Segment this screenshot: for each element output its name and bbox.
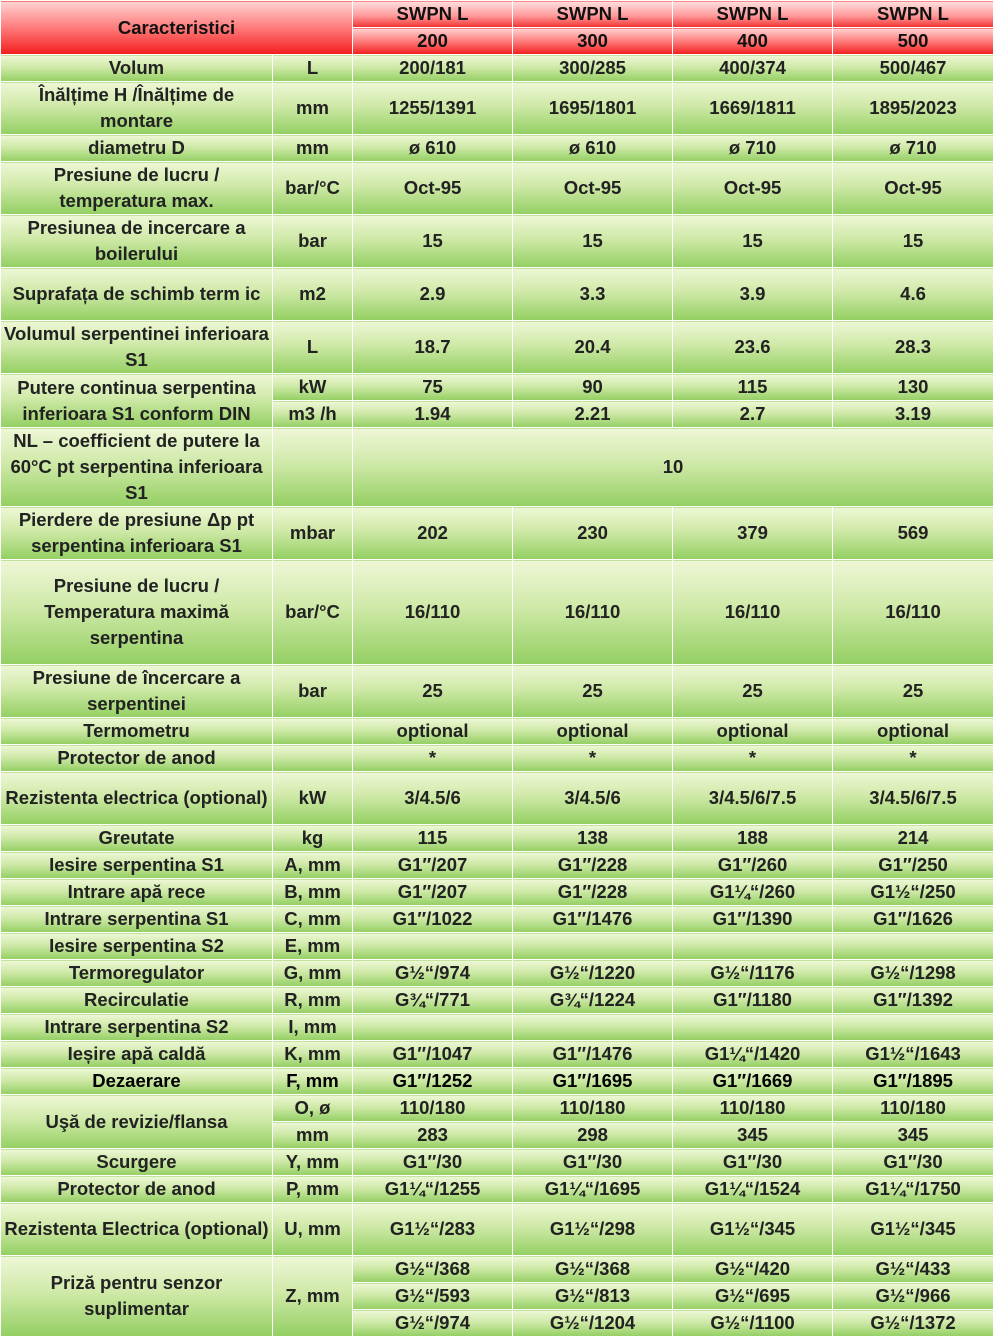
row-label: Putere continua serpentina inferioara S1 conform DIN	[1, 374, 273, 428]
cell-value	[353, 933, 513, 960]
row-label: Protector de anod	[1, 1176, 273, 1203]
cell-value: 15	[833, 215, 993, 268]
row-label: diametru D	[1, 135, 273, 162]
merged-value: 10	[353, 428, 993, 507]
row-unit: m2	[273, 268, 353, 321]
cell-value: G1″/1180	[673, 987, 833, 1014]
cell-value: optional	[833, 718, 993, 745]
cell-value: G½“/974	[353, 960, 513, 987]
table-row	[1, 1014, 993, 1041]
table-row	[1, 1041, 993, 1068]
model-name: SWPN L	[353, 1, 513, 28]
row-label: Intrare apă rece	[1, 879, 273, 906]
cell-value: G1″/1476	[513, 1041, 673, 1068]
cell-value: 1895/2023	[833, 82, 993, 135]
cell-value: 200/181	[353, 55, 513, 82]
cell-value: 214	[833, 825, 993, 852]
cell-value	[513, 1014, 673, 1041]
row-label: Suprafața de schimb term ic	[1, 268, 273, 321]
row-unit: bar/°C	[273, 162, 353, 215]
cell-value: G½“/368	[513, 1256, 673, 1283]
table-row	[1, 745, 993, 772]
row-unit: Z, mm	[273, 1256, 353, 1337]
cell-value: 298	[513, 1122, 673, 1149]
cell-value: optional	[353, 718, 513, 745]
cell-value: 400/374	[673, 55, 833, 82]
cell-value: Oct-95	[673, 162, 833, 215]
row-label: Recirculatie	[1, 987, 273, 1014]
cell-value: G1″/30	[353, 1149, 513, 1176]
cell-value: 3/4.5/6	[513, 772, 673, 825]
row-label: Termometru	[1, 718, 273, 745]
table-row	[1, 960, 993, 987]
row-unit: B, mm	[273, 879, 353, 906]
table-row	[1, 560, 993, 665]
cell-value: 1.94	[353, 401, 513, 428]
cell-value: ø 610	[513, 135, 673, 162]
row-label: Intrare serpentina S1	[1, 906, 273, 933]
row-label: Pierdere de presiune Δp pt serpentina inferioara S1	[1, 507, 273, 560]
cell-value: 1695/1801	[513, 82, 673, 135]
model-name: SWPN L	[833, 1, 993, 28]
cell-value: ø 710	[833, 135, 993, 162]
row-unit: G, mm	[273, 960, 353, 987]
cell-value: 500/467	[833, 55, 993, 82]
cell-value: G1″/1669	[673, 1068, 833, 1095]
table-row	[1, 1149, 993, 1176]
table-row	[1, 374, 993, 401]
table-row	[1, 1176, 993, 1203]
cell-value: optional	[513, 718, 673, 745]
row-label: Uşă de revizie/flansa	[1, 1095, 273, 1149]
header-row-models	[1, 1, 993, 28]
row-unit: bar	[273, 665, 353, 718]
cell-value: G1¼“/1524	[673, 1176, 833, 1203]
cell-value: *	[513, 745, 673, 772]
cell-value: G1″/1895	[833, 1068, 993, 1095]
table-row	[1, 135, 993, 162]
table-row	[1, 718, 993, 745]
table-row	[1, 1256, 993, 1283]
table-row	[1, 1095, 993, 1122]
cell-value: G1½“/283	[353, 1203, 513, 1256]
cell-value: G1″/260	[673, 852, 833, 879]
cell-value: 230	[513, 507, 673, 560]
cell-value: 16/110	[513, 560, 673, 665]
table-row	[1, 879, 993, 906]
cell-value: G½“/695	[673, 1283, 833, 1310]
cell-value: G1″/1392	[833, 987, 993, 1014]
row-label: Presiunea de incercare a boilerului	[1, 215, 273, 268]
cell-value: G1″/1252	[353, 1068, 513, 1095]
row-label: Intrare serpentina S2	[1, 1014, 273, 1041]
cell-value: G½“/1100	[673, 1310, 833, 1337]
row-label: Ieșire apă caldă	[1, 1041, 273, 1068]
cell-value	[673, 933, 833, 960]
row-label: Scurgere	[1, 1149, 273, 1176]
row-label: Dezaerare	[1, 1068, 273, 1095]
table-row	[1, 933, 993, 960]
model-size: 300	[513, 28, 673, 55]
row-unit: C, mm	[273, 906, 353, 933]
cell-value: G¾“/1224	[513, 987, 673, 1014]
cell-value: ø 610	[353, 135, 513, 162]
cell-value: 345	[833, 1122, 993, 1149]
row-unit	[273, 745, 353, 772]
cell-value: 202	[353, 507, 513, 560]
cell-value: optional	[673, 718, 833, 745]
row-label: Rezistenta electrica (optional)	[1, 772, 273, 825]
cell-value: 25	[833, 665, 993, 718]
cell-value: Oct-95	[353, 162, 513, 215]
cell-value: Oct-95	[513, 162, 673, 215]
row-unit: mm	[273, 135, 353, 162]
cell-value: G1¼“/260	[673, 879, 833, 906]
cell-value: 569	[833, 507, 993, 560]
row-unit: m3 /h	[273, 401, 353, 428]
row-unit: L	[273, 55, 353, 82]
cell-value: 2.21	[513, 401, 673, 428]
cell-value: *	[673, 745, 833, 772]
row-label: Volumul serpentinei inferioara S1	[1, 321, 273, 374]
cell-value: 18.7	[353, 321, 513, 374]
row-unit: mm	[273, 82, 353, 135]
row-label: Priză pentru senzor suplimentar	[1, 1256, 273, 1337]
cell-value: G1″/30	[833, 1149, 993, 1176]
cell-value: G½“/1372	[833, 1310, 993, 1337]
row-label: Presiune de lucru / Temperatura maximă serpentina	[1, 560, 273, 665]
row-unit	[273, 718, 353, 745]
row-unit: kW	[273, 374, 353, 401]
cell-value: G½“/420	[673, 1256, 833, 1283]
cell-value: 15	[353, 215, 513, 268]
cell-value: G½“/593	[353, 1283, 513, 1310]
table-row	[1, 55, 993, 82]
cell-value: G1″/228	[513, 852, 673, 879]
cell-value: 110/180	[673, 1095, 833, 1122]
cell-value: 188	[673, 825, 833, 852]
table-row	[1, 82, 993, 135]
cell-value	[673, 1014, 833, 1041]
cell-value: *	[353, 745, 513, 772]
table-row	[1, 665, 993, 718]
cell-value: G1″/1626	[833, 906, 993, 933]
cell-value: G1″/250	[833, 852, 993, 879]
row-label: Presiune de încercare a serpentinei	[1, 665, 273, 718]
cell-value: G1″/207	[353, 852, 513, 879]
cell-value: G1½“/345	[673, 1203, 833, 1256]
cell-value	[353, 1014, 513, 1041]
cell-value: G1½“/345	[833, 1203, 993, 1256]
cell-value: G1″/228	[513, 879, 673, 906]
cell-value: G1½“/250	[833, 879, 993, 906]
row-unit: U, mm	[273, 1203, 353, 1256]
cell-value: 20.4	[513, 321, 673, 374]
cell-value: 28.3	[833, 321, 993, 374]
cell-value: G1¼“/1420	[673, 1041, 833, 1068]
row-unit: bar	[273, 215, 353, 268]
header-corner: Caracteristici	[1, 1, 353, 55]
cell-value: 138	[513, 825, 673, 852]
cell-value: 379	[673, 507, 833, 560]
row-label: Termoregulator	[1, 960, 273, 987]
cell-value: G½“/1220	[513, 960, 673, 987]
cell-value: G½“/1176	[673, 960, 833, 987]
cell-value: 2.7	[673, 401, 833, 428]
row-unit: bar/°C	[273, 560, 353, 665]
table-row	[1, 906, 993, 933]
cell-value: 4.6	[833, 268, 993, 321]
cell-value: 345	[673, 1122, 833, 1149]
row-label: Volum	[1, 55, 273, 82]
row-unit: mbar	[273, 507, 353, 560]
cell-value: 25	[673, 665, 833, 718]
row-unit	[273, 428, 353, 507]
model-name: SWPN L	[513, 1, 673, 28]
row-label: Înălțime H /Înălțime de montare	[1, 82, 273, 135]
cell-value: 25	[513, 665, 673, 718]
cell-value: G1″/30	[513, 1149, 673, 1176]
cell-value: G1¼“/1750	[833, 1176, 993, 1203]
cell-value: *	[833, 745, 993, 772]
cell-value: 16/110	[833, 560, 993, 665]
cell-value: G1″/30	[673, 1149, 833, 1176]
row-label: Protector de anod	[1, 745, 273, 772]
row-label: Presiune de lucru / temperatura max.	[1, 162, 273, 215]
cell-value: G½“/966	[833, 1283, 993, 1310]
table-row	[1, 987, 993, 1014]
cell-value: G1½“/298	[513, 1203, 673, 1256]
row-unit: P, mm	[273, 1176, 353, 1203]
row-unit: I, mm	[273, 1014, 353, 1041]
table-row	[1, 825, 993, 852]
cell-value: G1″/1047	[353, 1041, 513, 1068]
cell-value: 2.9	[353, 268, 513, 321]
row-unit: K, mm	[273, 1041, 353, 1068]
cell-value: 3/4.5/6/7.5	[673, 772, 833, 825]
cell-value: 23.6	[673, 321, 833, 374]
table-row	[1, 162, 993, 215]
table-row	[1, 852, 993, 879]
cell-value: 3.3	[513, 268, 673, 321]
cell-value: G1½“/1643	[833, 1041, 993, 1068]
cell-value: 3.19	[833, 401, 993, 428]
cell-value: 110/180	[833, 1095, 993, 1122]
cell-value: 25	[353, 665, 513, 718]
row-unit: O, ø	[273, 1095, 353, 1122]
cell-value: 90	[513, 374, 673, 401]
table-row	[1, 772, 993, 825]
row-unit: R, mm	[273, 987, 353, 1014]
row-label: Rezistenta Electrica (optional)	[1, 1203, 273, 1256]
row-label: Iesire serpentina S2	[1, 933, 273, 960]
model-name: SWPN L	[673, 1, 833, 28]
cell-value: 110/180	[513, 1095, 673, 1122]
cell-value: 3/4.5/6	[353, 772, 513, 825]
row-unit: E, mm	[273, 933, 353, 960]
cell-value: 115	[353, 825, 513, 852]
cell-value: 16/110	[673, 560, 833, 665]
row-unit: kW	[273, 772, 353, 825]
row-unit: F, mm	[273, 1068, 353, 1095]
table-row	[1, 321, 993, 374]
cell-value: 15	[673, 215, 833, 268]
cell-value: G½“/813	[513, 1283, 673, 1310]
cell-value: G1¼“/1695	[513, 1176, 673, 1203]
cell-value: G½“/974	[353, 1310, 513, 1337]
model-size: 500	[833, 28, 993, 55]
cell-value: Oct-95	[833, 162, 993, 215]
table-row	[1, 1203, 993, 1256]
cell-value: 1255/1391	[353, 82, 513, 135]
cell-value: G1″/1476	[513, 906, 673, 933]
cell-value: 3/4.5/6/7.5	[833, 772, 993, 825]
table-row	[1, 215, 993, 268]
row-unit: kg	[273, 825, 353, 852]
cell-value	[833, 933, 993, 960]
cell-value: G½“/1298	[833, 960, 993, 987]
table-row	[1, 1068, 993, 1095]
row-unit: mm	[273, 1122, 353, 1149]
cell-value: G1¼“/1255	[353, 1176, 513, 1203]
row-unit: Y, mm	[273, 1149, 353, 1176]
row-label: Greutate	[1, 825, 273, 852]
cell-value: 130	[833, 374, 993, 401]
cell-value: G¾“/771	[353, 987, 513, 1014]
cell-value: 283	[353, 1122, 513, 1149]
cell-value: 75	[353, 374, 513, 401]
cell-value: 1669/1811	[673, 82, 833, 135]
cell-value: G½“/368	[353, 1256, 513, 1283]
row-unit: L	[273, 321, 353, 374]
cell-value: 115	[673, 374, 833, 401]
cell-value: G1″/1695	[513, 1068, 673, 1095]
cell-value	[833, 1014, 993, 1041]
cell-value: 3.9	[673, 268, 833, 321]
table-row	[1, 428, 993, 507]
cell-value: 16/110	[353, 560, 513, 665]
cell-value: G1″/207	[353, 879, 513, 906]
row-label: Iesire serpentina S1	[1, 852, 273, 879]
model-size: 200	[353, 28, 513, 55]
cell-value: G½“/1204	[513, 1310, 673, 1337]
row-unit: A, mm	[273, 852, 353, 879]
model-size: 400	[673, 28, 833, 55]
cell-value: 110/180	[353, 1095, 513, 1122]
table-row	[1, 268, 993, 321]
cell-value: ø 710	[673, 135, 833, 162]
table-row	[1, 507, 993, 560]
cell-value: G1″/1390	[673, 906, 833, 933]
cell-value	[513, 933, 673, 960]
cell-value: 15	[513, 215, 673, 268]
cell-value: 300/285	[513, 55, 673, 82]
cell-value: G½“/433	[833, 1256, 993, 1283]
row-label: NL – coefficient de putere la 60°C pt serpentina inferioara S1	[1, 428, 273, 507]
cell-value: G1″/1022	[353, 906, 513, 933]
